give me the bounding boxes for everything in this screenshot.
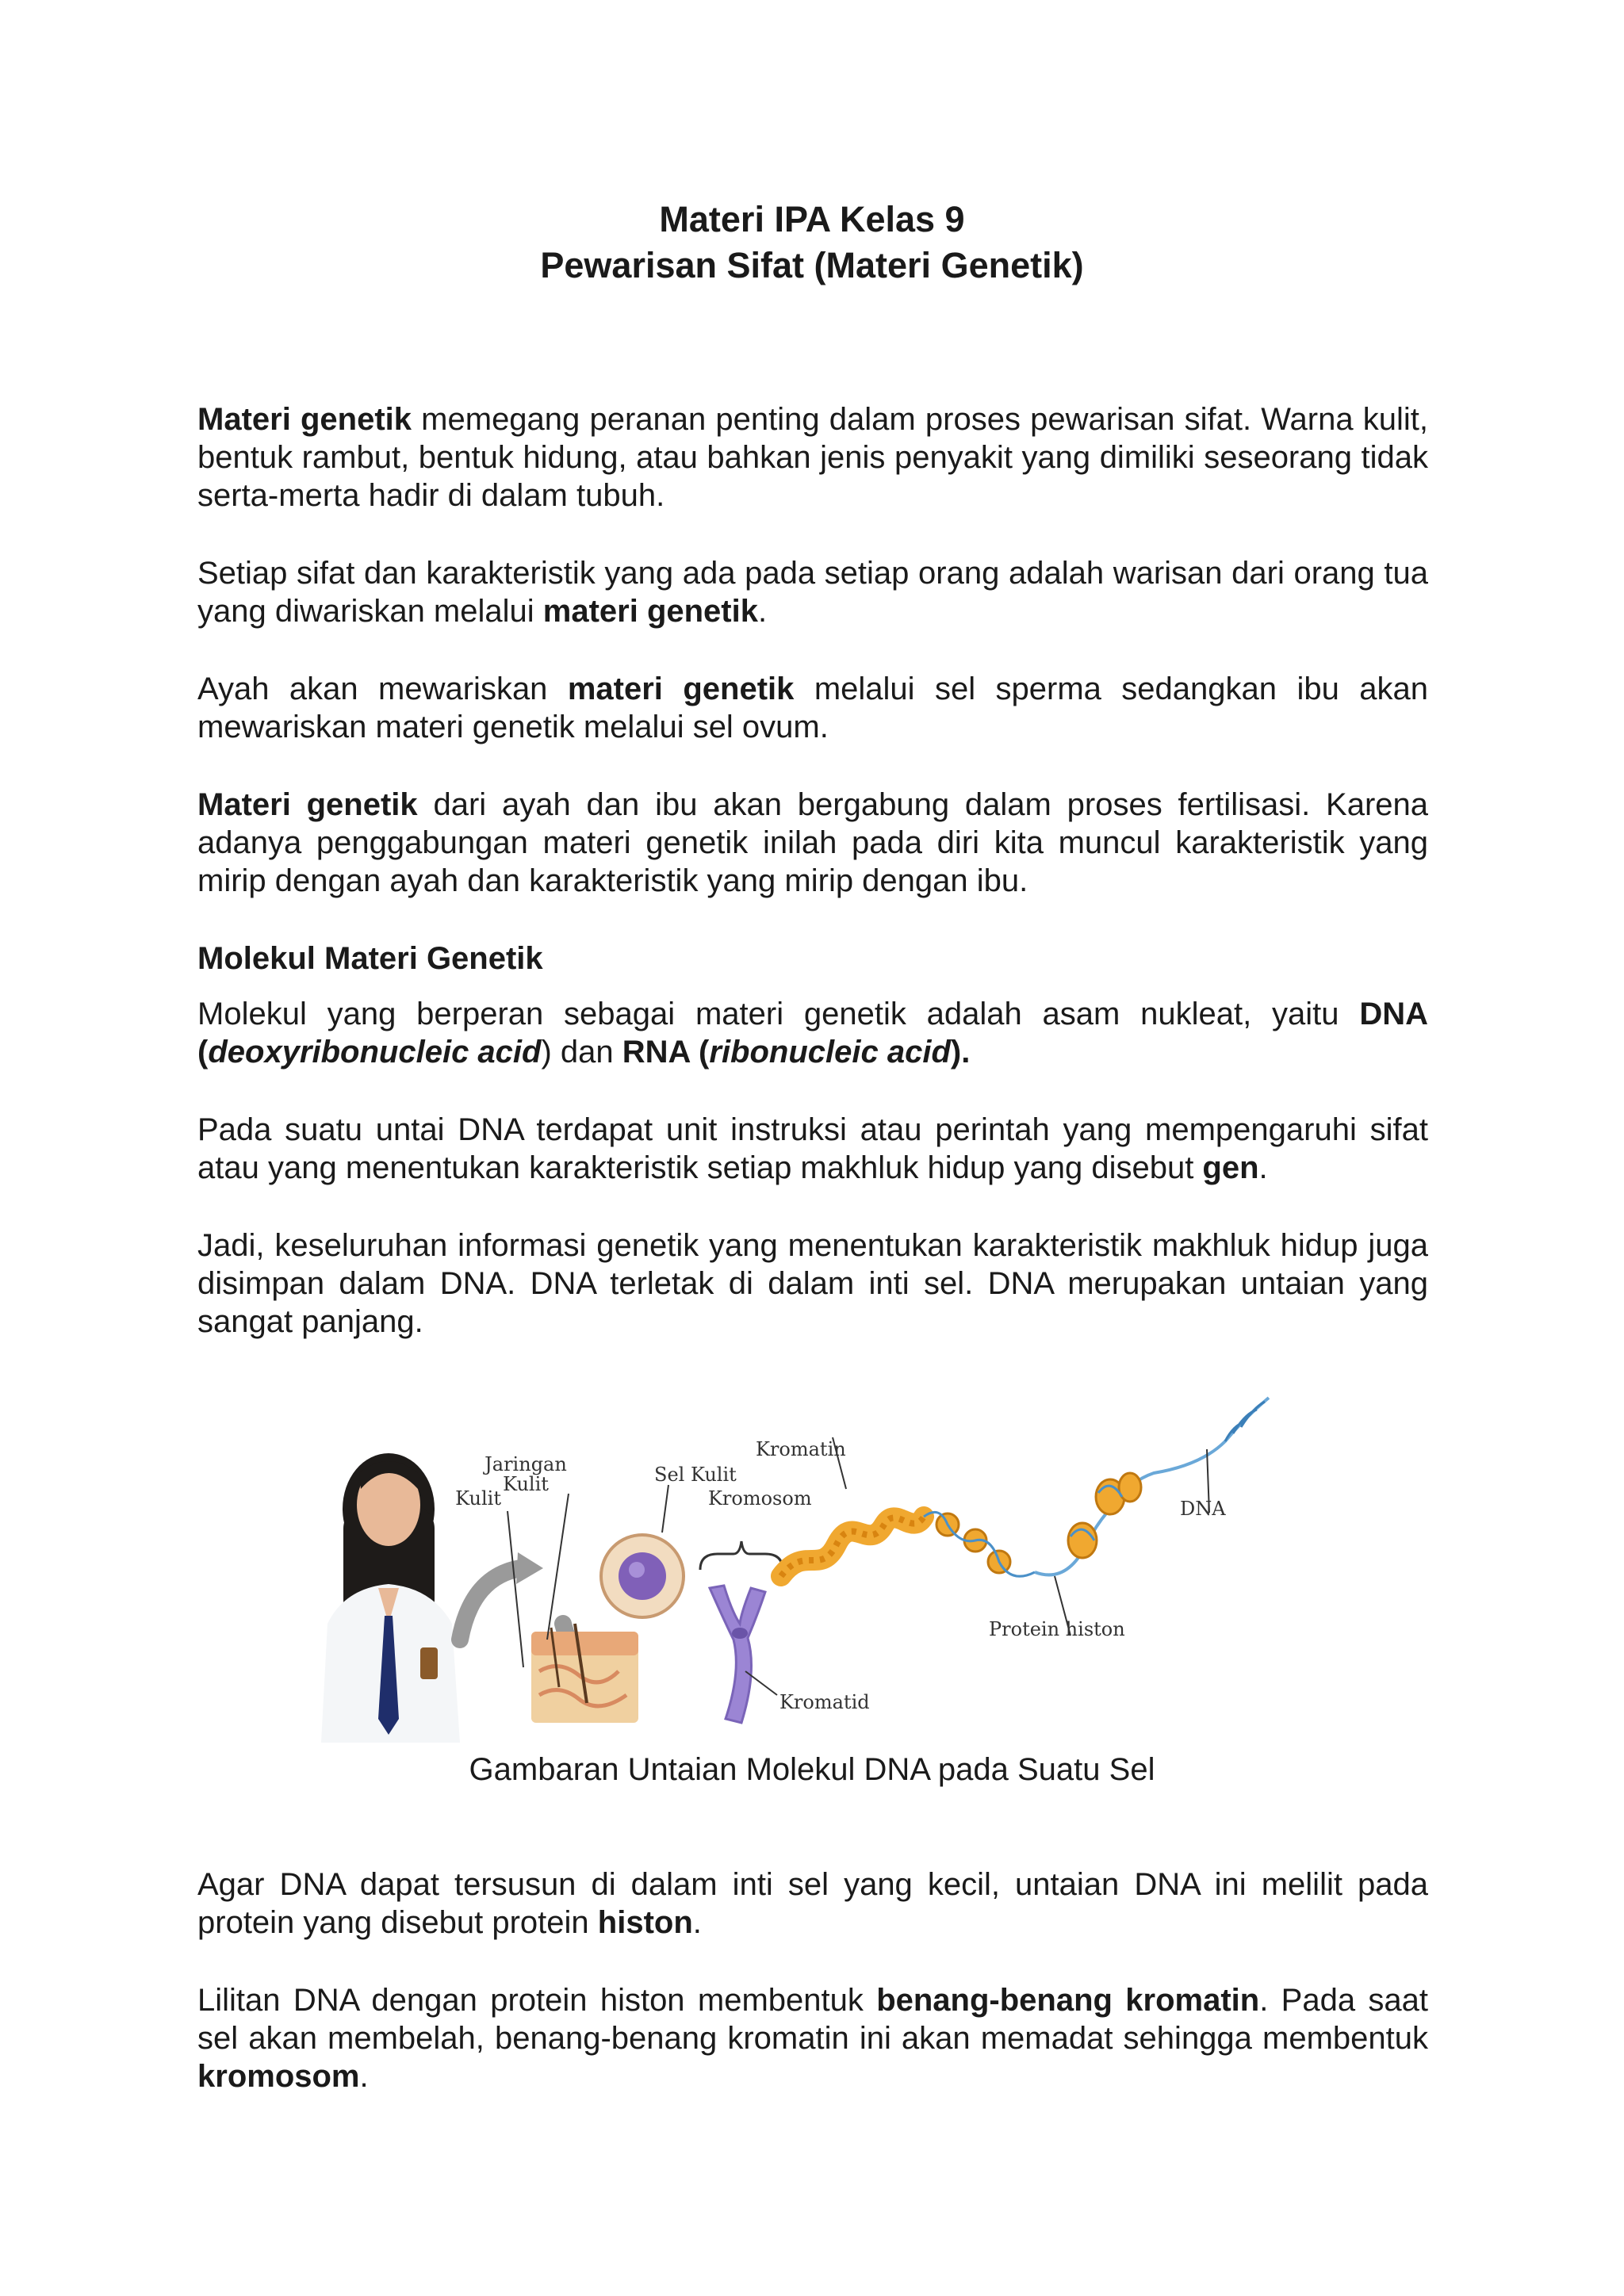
document-title bbox=[0, 197, 1624, 289]
main-content bbox=[197, 400, 1428, 1380]
paragraph-text: dari ayah dan ibu akan bergabung dalam proses fertilisasi. Karena adanya penggabungan materi genetik inilah pada diri kita muncul karakteristik yang mirip dengan ayah dan karakteristik yang mirip dengan ibu. bbox=[197, 787, 1429, 898]
paragraph-text: . bbox=[1258, 1150, 1268, 1185]
paragraph-text: Molekul yang berperan sebagai materi genetik adalah asam nukleat, yaitu bbox=[197, 997, 1360, 1031]
label-kulit: Kulit bbox=[455, 1487, 501, 1510]
dna-fullname: deoxyribonucleic acid bbox=[208, 1035, 542, 1070]
paragraph-text: . bbox=[757, 594, 768, 629]
paren-open: ( bbox=[197, 1035, 209, 1070]
paragraph-6 bbox=[197, 1111, 1428, 1187]
label-kromatid: Kromatid bbox=[779, 1691, 870, 1713]
paragraph-text: Pada suatu untai DNA terdapat unit instruksi atau perintah yang mempengaruhi sifat atau yang menentukan karakteristik setiap makhluk hidup yang disebut bbox=[197, 1112, 1428, 1185]
section-heading: Molekul Materi Genetik bbox=[197, 941, 543, 976]
bold-term: kromosom bbox=[197, 2059, 360, 2094]
main-content-continued bbox=[197, 1866, 1428, 2135]
chromatin-coil bbox=[781, 1512, 1035, 1576]
chromosome bbox=[710, 1586, 765, 1723]
label-kromatin: Kromatin bbox=[756, 1438, 846, 1460]
paragraph-text: melalui sel sperma sedangkan ibu akan mewariskan materi genetik melalui sel ovum. bbox=[197, 672, 1428, 744]
bold-term: materi genetik bbox=[542, 594, 758, 629]
bold-term-rna: RNA ( bbox=[622, 1035, 710, 1070]
figure-caption: Gambaran Untaian Molekul DNA pada Suatu Sel bbox=[469, 1752, 1155, 1787]
paragraph-text: . bbox=[692, 1905, 702, 1940]
paragraph-1 bbox=[197, 400, 1428, 515]
paragraph-text: . Pada saat sel akan membelah, benang-benang kromatin ini akan memadat sehingga membentuk bbox=[197, 1983, 1428, 2056]
paren-close-bold: ). bbox=[950, 1035, 971, 1070]
paragraph-text: Agar DNA dapat tersusun di dalam inti sel yang kecil, untaian DNA ini melilit pada protein yang disebut protein bbox=[197, 1867, 1428, 1940]
label-jaringan-2: Kulit bbox=[503, 1473, 549, 1495]
label-kromosom: Kromosom bbox=[708, 1487, 812, 1510]
paragraph-8 bbox=[197, 1866, 1428, 1942]
bold-term: histon bbox=[597, 1905, 693, 1940]
title-line-2: Pewarisan Sifat (Materi Genetik) bbox=[540, 245, 1084, 285]
paragraph-text: Lilitan DNA dengan protein histon membentuk bbox=[197, 1983, 877, 2018]
paragraph-text: Setiap sifat dan karakteristik yang ada pada setiap orang adalah warisan dari orang tua yang diwariskan melalui bbox=[197, 556, 1428, 629]
label-jaringan-1: Jaringan bbox=[485, 1453, 567, 1475]
rna-fullname: ribonucleic acid bbox=[709, 1035, 951, 1070]
bold-term: benang-benang kromatin bbox=[876, 1983, 1260, 2018]
paragraph-9 bbox=[197, 1981, 1428, 2095]
bold-term: materi genetik bbox=[567, 672, 795, 706]
paren-close: ) bbox=[541, 1035, 552, 1070]
paragraph-text: dan bbox=[551, 1035, 622, 1070]
dna-figure bbox=[313, 1386, 1289, 1743]
paragraph-3 bbox=[197, 670, 1428, 746]
paragraph-2 bbox=[197, 554, 1428, 630]
paragraph-text: Jadi, keseluruhan informasi genetik yang menentukan karakteristik makhluk hidup juga disimpan dalam DNA. DNA terletak di dalam inti sel. DNA merupakan untaian yang sangat panjang. bbox=[197, 1228, 1428, 1339]
dna-strand bbox=[1035, 1398, 1269, 1575]
label-sel-kulit: Sel Kulit bbox=[654, 1464, 737, 1486]
girl-illustration bbox=[321, 1453, 460, 1743]
title-line-1: Materi IPA Kelas 9 bbox=[659, 199, 965, 239]
bold-term-dna: DNA bbox=[1359, 997, 1428, 1031]
paragraph-4 bbox=[197, 786, 1428, 900]
paragraph-5 bbox=[197, 995, 1428, 1071]
label-dna: DNA bbox=[1180, 1498, 1226, 1520]
paragraph-text: memegang peranan penting dalam proses pewarisan sifat. Warna kulit, bentuk rambut, bentuk hidung, atau bahkan jenis penyakit yang dimiliki seseorang tidak serta-merta hadir di dalam tubuh. bbox=[197, 402, 1428, 513]
bold-term: Materi genetik bbox=[197, 787, 418, 822]
paragraph-text: . bbox=[359, 2059, 369, 2094]
label-protein-histon: Protein histon bbox=[989, 1618, 1125, 1640]
paragraph-text: Ayah akan mewariskan bbox=[197, 672, 568, 706]
paragraph-7 bbox=[197, 1226, 1428, 1341]
bold-term: Materi genetik bbox=[197, 402, 412, 437]
bold-term: gen bbox=[1202, 1150, 1259, 1185]
skin-cell bbox=[601, 1535, 684, 1617]
